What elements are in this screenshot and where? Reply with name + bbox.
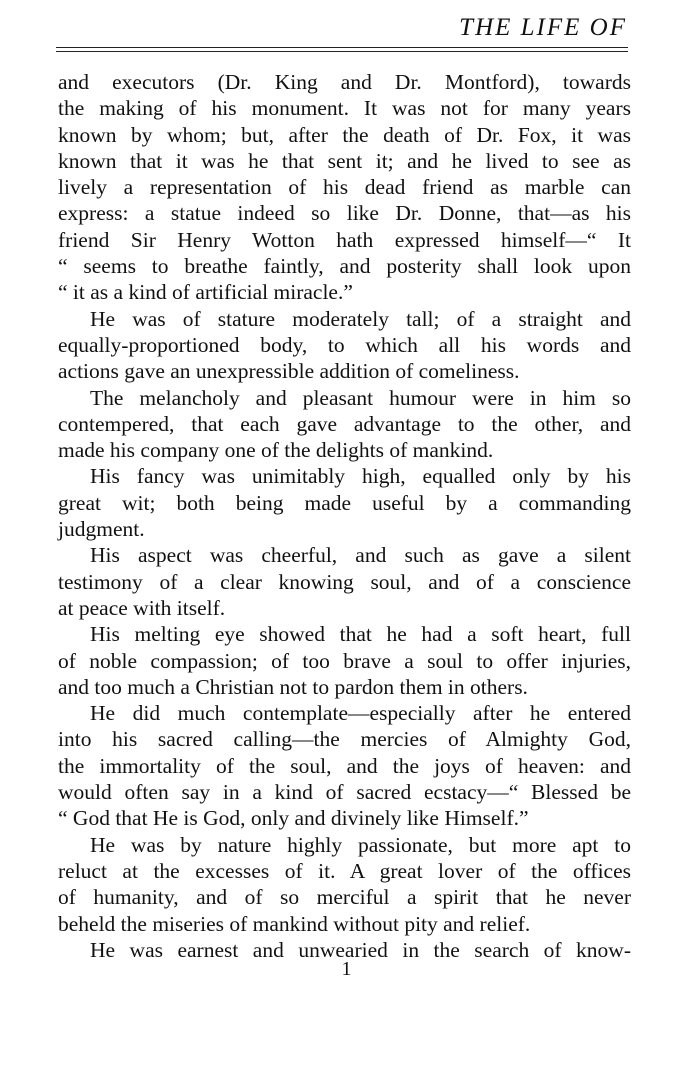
text-line: beheld the miseries of mankind without pity and relief.	[58, 911, 531, 936]
text-line: “ God that He is God, only and divinely like Himself.”	[58, 806, 529, 831]
paragraph-start: He was by nature highly passionate, but more apt to	[90, 832, 631, 857]
text-line: the immortality of the soul, and the joys of heaven: and	[58, 753, 631, 778]
text-line: and executors (Dr. King and Dr. Montford), towards	[58, 70, 631, 94]
text-line: and too much a Christian not to pardon them in others.	[58, 674, 528, 699]
paragraph-start: His aspect was cheerful, and such as gave a silent	[90, 543, 631, 568]
text-line: at peace with itself.	[58, 595, 226, 620]
paragraph-start: His melting eye showed that he had a soft heart, full	[90, 622, 631, 647]
text-line: known by whom; but, after the death of Dr. Fox, it was	[58, 122, 631, 147]
text-line: made his company one of the delights of mankind.	[58, 438, 494, 463]
text-line: contempered, that each gave advantage to the other, and	[58, 411, 631, 436]
paragraph-start: He did much contemplate—especially after he entered	[90, 701, 631, 726]
paragraph-start: He was of stature moderately tall; of a straight and	[90, 306, 631, 331]
text-line: equally-proportioned body, to which all his words and	[58, 332, 631, 357]
text-line: reluct at the excesses of it. A great lover of the offices	[58, 858, 631, 883]
text-line: great wit; both being made useful by a commanding	[58, 490, 631, 515]
text-line: actions gave an unexpressible addition of comeliness.	[58, 359, 520, 384]
text-line: lively a representation of his dead friend as marble can	[58, 175, 631, 200]
paragraph-start: He was earnest and unwearied in the search of know-	[90, 937, 631, 962]
text-line: friend Sir Henry Wotton hath expressed himself—“ It	[58, 227, 631, 252]
text-line: express: a statue indeed so like Dr. Donne, that—as his	[58, 201, 631, 226]
running-head: THE LIFE OF	[459, 14, 627, 41]
paragraph-start: The melancholy and pleasant humour were in him so	[90, 385, 631, 410]
header-rule-top	[56, 47, 628, 48]
text-line: the making of his monument. It was not for many years	[58, 96, 631, 121]
page-number: 1	[341, 958, 352, 980]
text-line: judgment.	[58, 517, 145, 542]
header-rule-bottom	[56, 51, 628, 52]
text-line: of humanity, and of so merciful a spirit that he never	[58, 885, 631, 910]
text-line: would often say in a kind of sacred ecstacy—“ Blessed be	[58, 780, 631, 805]
text-line: “ it as a kind of artificial miracle.”	[58, 280, 353, 305]
body-text	[58, 69, 631, 963]
text-line: of noble compassion; of too brave a soul to offer injuries,	[58, 648, 631, 673]
text-line: into his sacred calling—the mercies of Almighty God,	[58, 727, 631, 752]
text-line: known that it was he that sent it; and he lived to see as	[58, 148, 631, 173]
paragraph-start: His fancy was unimitably high, equalled only by his	[90, 464, 631, 489]
text-line: testimony of a clear knowing soul, and of a conscience	[58, 569, 631, 594]
text-line: “ seems to breathe faintly, and posterity shall look upon	[58, 254, 631, 279]
